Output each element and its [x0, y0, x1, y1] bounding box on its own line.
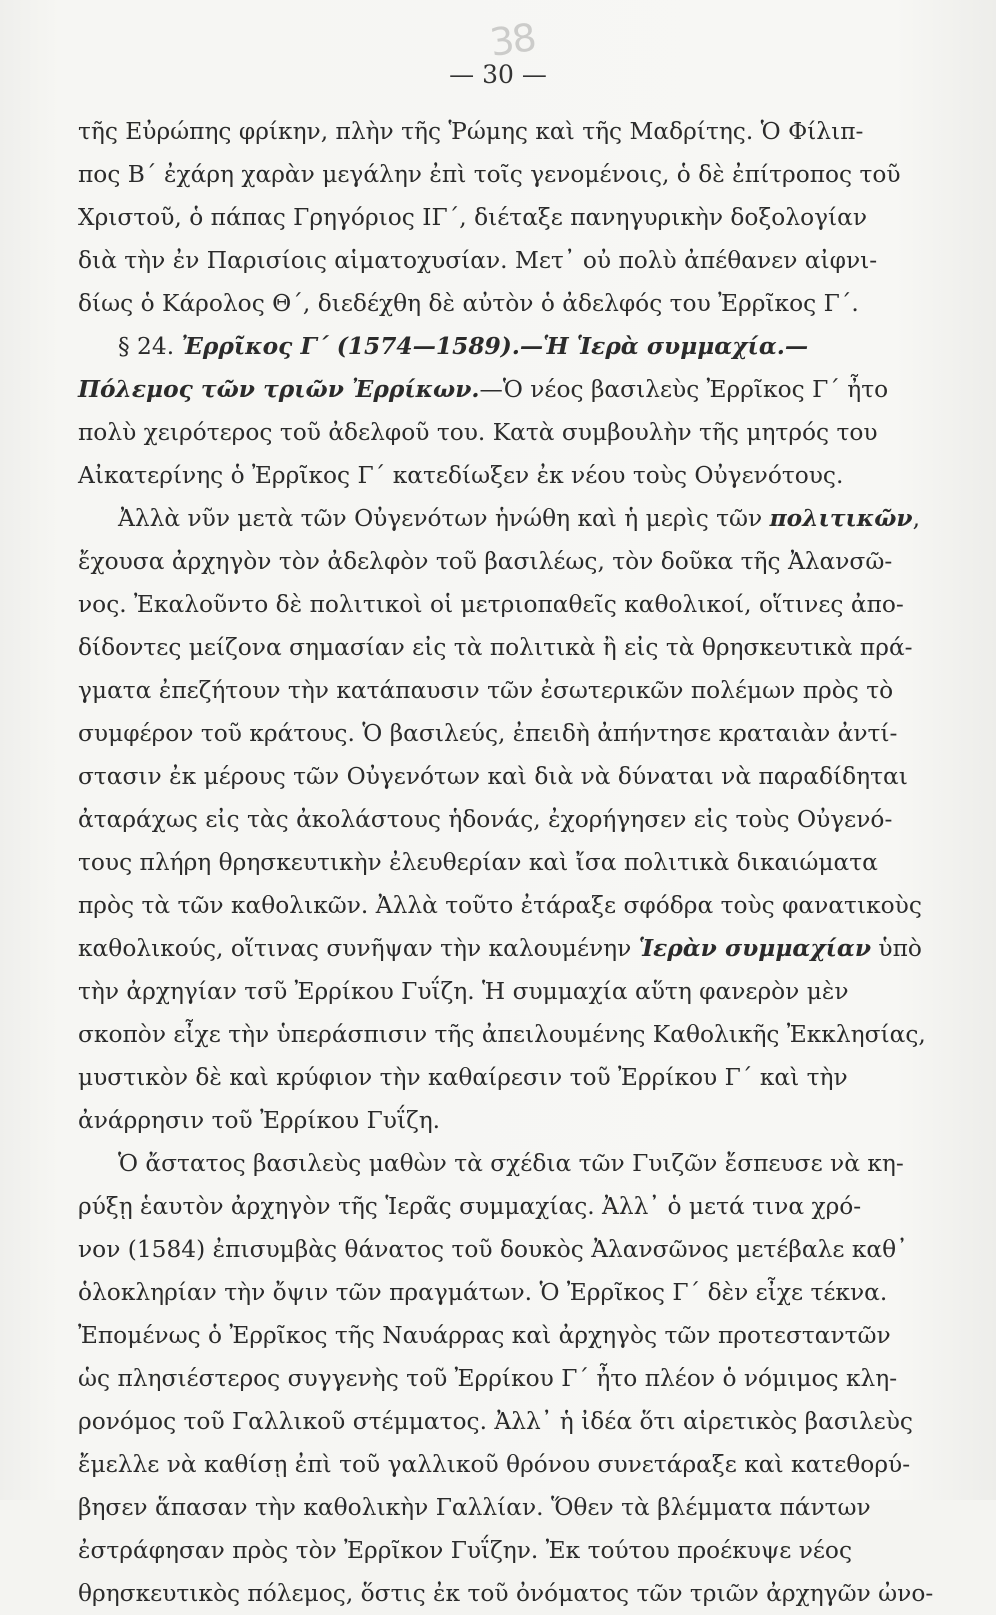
- text-line: [78, 110, 916, 153]
- text-segment: Ἐπομένως ὁ Ἐρρῖκος τῆς Ναυάρρας καὶ ἀρχηγὸς τῶν προτεσταντῶν: [78, 1322, 891, 1349]
- text-segment: ἔχουσα ἀρχηγὸν τὸν ἀδελφὸν τοῦ βασιλέως, τὸν δοῦκα τῆς Ἀλανσῶ-: [78, 548, 893, 575]
- text-line: [78, 841, 916, 884]
- text-segment: ὑπὸ: [871, 935, 922, 962]
- text-line: [78, 1056, 916, 1099]
- text-segment: Χριστοῦ, ὁ πάπας Γρηγόριος ΙΓ΄, διέταξε πανηγυρικὴν δοξολογίαν: [78, 204, 868, 231]
- text-line: [78, 411, 916, 454]
- text-segment: σκοπὸν εἶχε τὴν ὑπεράσπισιν τῆς ἀπειλουμένης Καθολικῆς Ἐκκλησίας,: [78, 1021, 926, 1048]
- text-line: [78, 1142, 916, 1185]
- text-line: [78, 712, 916, 755]
- text-line: [78, 540, 916, 583]
- text-line: [78, 970, 916, 1013]
- text-line: [78, 1314, 916, 1357]
- text-line: [78, 1228, 916, 1271]
- body-text: [78, 110, 934, 1615]
- text-line: [78, 1271, 916, 1314]
- text-segment: ἐστράφησαν πρὸς τὸν Ἐρρῖκον Γυΐζην. Ἐκ τούτου προέκυψε νέος: [78, 1537, 853, 1564]
- text-line: [78, 454, 916, 497]
- text-line: [78, 798, 916, 841]
- text-segment: τὴν ἀρχηγίαν τσῦ Ἐρρίκου Γυΐζη. Ἡ συμμαχία αὕτη φανερὸν μὲν: [78, 978, 849, 1005]
- text-line: [78, 1400, 916, 1443]
- text-line: [78, 497, 920, 540]
- text-segment: συμφέρον τοῦ κράτους. Ὁ βασιλεύς, ἐπειδὴ ἀπήντησε κραταιὰν ἀντί-: [78, 720, 898, 747]
- text-segment: δίδοντες μείζονα σημασίαν εἰς τὰ πολιτικὰ ἢ εἰς τὰ θρησκευτικὰ πρά-: [78, 634, 913, 661]
- text-segment: ἔμελλε νὰ καθίσῃ ἐπὶ τοῦ γαλλικοῦ θρόνου συνετάραξε καὶ κατεθορύ-: [78, 1451, 911, 1478]
- text-segment: ,: [912, 505, 920, 532]
- text-segment: ὁλοκληρίαν τὴν ὄψιν τῶν πραγμάτων. Ὁ Ἐρρῖκος Γ΄ δὲν εἶχε τέκνα.: [78, 1279, 888, 1306]
- text-segment: διὰ τὴν ἐν Παρισίοις αἱματοχυσίαν. Μετ᾽ οὐ πολὺ ἀπέθανεν αἰφνι-: [78, 247, 878, 274]
- bold-heading-text: πολιτικῶν: [769, 505, 913, 532]
- text-segment: Ἀλλὰ νῦν μετὰ τῶν Οὐγενότων ἡνώθη καὶ ἡ μερὶς τῶν: [118, 505, 770, 532]
- text-segment: νος. Ἐκαλοῦντο δὲ πολιτικοὶ οἱ μετριοπαθεῖς καθολικοί, οἵτινες ἀπο-: [78, 591, 904, 618]
- text-line: [78, 1486, 916, 1529]
- page-number: — 30 —: [449, 60, 547, 89]
- text-line: [78, 1357, 916, 1400]
- text-segment: ὡς πλησιέστερος συγγενὴς τοῦ Ἐρρίκου Γ΄ ἦτο πλέον ὁ νόμιμος κλη-: [78, 1365, 898, 1392]
- text-segment: στασιν ἐκ μέρους τῶν Οὐγενότων καὶ διὰ νὰ δύναται νὰ παραδίδηται: [78, 763, 908, 790]
- text-segment: πολὺ χειρότερος τοῦ ἀδελφοῦ του. Κατὰ συμβουλὴν τῆς μητρός του: [78, 419, 878, 446]
- text-line: [78, 583, 916, 626]
- text-line: [78, 1013, 926, 1056]
- text-segment: ρονόμος τοῦ Γαλλικοῦ στέμματος. Ἀλλ᾽ ἡ ἰδέα ὅτι αἱρετικὸς βασιλεὺς: [78, 1408, 913, 1435]
- handwritten-page-note: 38: [487, 15, 538, 65]
- bold-heading-text: Πόλεμος τῶν τριῶν Ἐρρίκων.: [78, 376, 480, 403]
- text-segment: —Ὁ νέος βασιλεὺς Ἐρρῖκος Γ΄ ἦτο: [479, 376, 889, 403]
- text-line: [78, 1572, 934, 1615]
- bold-heading-text: Ἱερὰν συμμαχίαν: [638, 935, 872, 962]
- text-line: [78, 669, 916, 712]
- text-line: [78, 755, 916, 798]
- text-segment: γματα ἐπεζήτουν τὴν κατάπαυσιν τῶν ἐσωτερικῶν πολέμων πρὸς τὸ: [78, 677, 894, 704]
- text-segment: δίως ὁ Κάρολος Θ΄, διεδέχθη δὲ αὐτὸν ὁ ἀδελφός του Ἐρρῖκος Γ΄.: [78, 290, 859, 317]
- text-line: [78, 325, 916, 368]
- text-segment: τους πλήρη θρησκευτικὴν ἐλευθερίαν καὶ ἴσα πολιτικὰ δικαιώματα: [78, 849, 878, 876]
- text-segment: βησεν ἅπασαν τὴν καθολικὴν Γαλλίαν. Ὅθεν τὰ βλέμματα πάντων: [78, 1494, 871, 1521]
- text-segment: καθολικούς, οἵτινας συνῆψαν τὴν καλουμένην: [78, 935, 639, 962]
- text-segment: Αἰκατερίνης ὁ Ἐρρῖκος Γ΄ κατεδίωξεν ἐκ νέου τοὺς Οὐγενότους.: [78, 462, 844, 489]
- text-segment: θρησκευτικὸς πόλεμος, ὅστις ἐκ τοῦ ὀνόματος τῶν τριῶν ἀρχηγῶν ὠνο-: [78, 1580, 934, 1607]
- text-segment: ρύξῃ ἑαυτὸν ἀρχηγὸν τῆς Ἱερᾶς συμμαχίας. Ἀλλ᾽ ὁ μετά τινα χρό-: [78, 1193, 862, 1220]
- text-segment: πος Β΄ ἐχάρη χαρὰν μεγάλην ἐπὶ τοῖς γενομένοις, ὁ δὲ ἐπίτροπος τοῦ: [78, 161, 901, 188]
- text-line: [78, 153, 916, 196]
- text-segment: ἀταράχως εἰς τὰς ἀκολάστους ἡδονάς, ἐχορήγησεν εἰς τοὺς Οὐγενό-: [78, 806, 893, 833]
- text-line: [78, 282, 916, 325]
- text-line: [78, 884, 922, 927]
- text-line: [78, 927, 922, 970]
- text-line: [78, 239, 916, 282]
- text-line: [78, 196, 916, 239]
- text-line: [78, 1185, 916, 1228]
- text-segment: Ὁ ἄστατος βασιλεὺς μαθὼν τὰ σχέδια τῶν Γυιζῶν ἔσπευσε νὰ κη-: [118, 1150, 904, 1177]
- text-segment: νον (1584) ἐπισυμβὰς θάνατος τοῦ δουκὸς Ἀλανσῶνος μετέβαλε καθ᾽: [78, 1236, 908, 1263]
- text-segment: § 24.: [118, 333, 182, 360]
- text-segment: πρὸς τὰ τῶν καθολικῶν. Ἀλλὰ τοῦτο ἐτάραξε σφόδρα τοὺς φανατικοὺς: [78, 892, 922, 919]
- text-segment: μυστικὸν δὲ καὶ κρύφιον τὴν καθαίρεσιν τοῦ Ἐρρίκου Γ΄ καὶ τὴν: [78, 1064, 848, 1091]
- text-line: [78, 1529, 916, 1572]
- text-line: [78, 368, 916, 411]
- text-line: [78, 1099, 916, 1142]
- text-segment: ἀνάρρησιν τοῦ Ἐρρίκου Γυΐζη.: [78, 1107, 441, 1134]
- text-segment: τῆς Εὐρώπης φρίκην, πλὴν τῆς Ῥώμης καὶ τῆς Μαδρίτης. Ὁ Φίλιπ-: [78, 118, 864, 145]
- text-line: [78, 1443, 916, 1486]
- bold-heading-text: Ἐρρῖκος Γ΄ (1574—1589).—Ἡ Ἱερὰ συμμαχία.—: [181, 333, 809, 360]
- text-line: [78, 626, 916, 669]
